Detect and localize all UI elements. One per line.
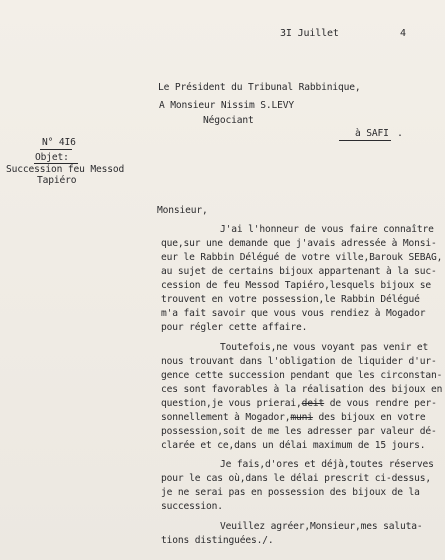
p3-line: pour le cas où,dans le délai prescrit ci-dessus, — [161, 473, 432, 484]
p3-line: Je fais,d'ores et déjà,toutes réserves — [220, 459, 434, 470]
addressee-city: à SAFI — [355, 128, 389, 139]
p2-line-6-end: des bijoux en votre — [312, 412, 426, 423]
page-number: 4 — [400, 28, 406, 39]
p1-line: J'ai l'honneur de vous faire connaître — [220, 224, 434, 235]
p2-line: possession,soit de me les adresser par valeur dé- — [161, 426, 437, 437]
struck-word: deit — [301, 398, 325, 409]
closing-line: tions distinguées./. — [161, 535, 274, 546]
reference-number: N° 4I6 — [42, 137, 76, 148]
p2-line-5-start: question,je vous prierai, — [161, 398, 302, 409]
p2-line-5-end: de vous rendre per- — [324, 398, 437, 409]
p1-line: trouvent en votre possession,le Rabbin Délégué — [161, 294, 420, 305]
object-label: Objet: — [35, 152, 69, 163]
reference-underline — [40, 149, 72, 150]
p2-line-6 — [161, 412, 425, 424]
p2-line: Toutefois,ne vous voyant pas venir et — [220, 342, 429, 353]
p1-line: pour régler cette affaire. — [161, 322, 308, 333]
addressee-city-period: . — [397, 128, 403, 139]
addressee-name: A Monsieur Nissim S.LEVY — [159, 100, 295, 111]
p3-line: succession. — [161, 501, 223, 512]
p2-line-6-start: sonnellement à Mogador, — [161, 412, 291, 423]
p3-line: je ne serai pas en possession des bijoux de la — [161, 487, 420, 498]
salutation: Monsieur, — [157, 205, 208, 216]
addressee-occupation: Négociant — [203, 115, 254, 126]
subject-line-2: Tapiéro — [37, 175, 77, 186]
p1-line: eur le Rabbin Délégué de votre ville,Barouk SEBAG, — [161, 252, 443, 263]
subject-line-1: Succession feu Messod — [6, 164, 125, 175]
p2-line: clarée et ce,dans un délai maximum de 15 jours. — [161, 440, 426, 451]
p2-line: nous trouvant dans l'obligation de liquider d'ur- — [161, 356, 437, 367]
closing-line: Veuillez agréer,Monsieur,mes saluta- — [220, 521, 423, 532]
letter-date: 3I Juillet — [280, 28, 339, 39]
p1-line: que,sur une demande que j'avais adressée à Monsi- — [161, 238, 437, 249]
p2-line: gence cette succession pendant que les circonstan- — [161, 370, 443, 381]
city-underline — [339, 140, 391, 141]
p2-line-5 — [161, 398, 437, 410]
p2-line: ces sont favorables à la réalisation des bijoux en — [161, 384, 443, 395]
p1-line: m'a fait savoir que vous vous rendiez à Mogador — [161, 308, 426, 319]
p1-line: au sujet de certains bijoux appartenant à la suc- — [161, 266, 437, 277]
sender-title: Le Président du Tribunal Rabbinique, — [158, 82, 361, 93]
p1-line: cession de feu Messod Tapiéro,lesquels bijoux se — [161, 280, 432, 291]
struck-word: muni — [290, 412, 313, 423]
